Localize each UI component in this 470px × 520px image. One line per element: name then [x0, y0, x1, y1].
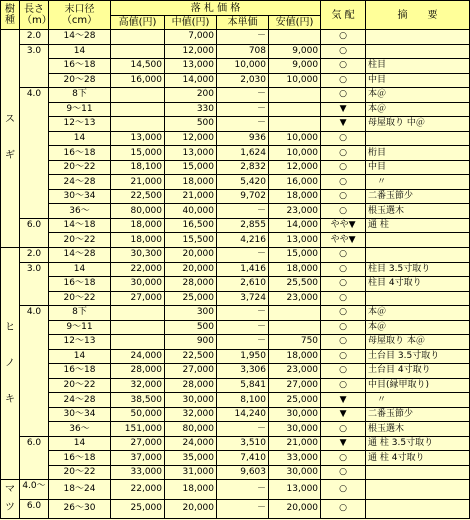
length-cell: 4.0～: [20, 480, 49, 499]
low-price-cell: 9,000: [269, 59, 321, 74]
mood-cell: ○: [321, 131, 366, 146]
remarks-cell: 中目: [366, 160, 470, 175]
diameter-cell: 26～30: [49, 499, 111, 518]
remarks-cell: 柱目 3.5寸取り: [366, 262, 470, 277]
unit-price-cell: －: [217, 499, 269, 518]
table-body: [1, 30, 470, 519]
diameter-cell: 20～22: [49, 378, 111, 393]
mood-cell: ○: [321, 204, 366, 219]
diameter-cell: 16～18: [49, 364, 111, 379]
table-row: [1, 465, 470, 480]
low-price-cell: 25,000: [269, 393, 321, 408]
low-price-cell: 16,000: [269, 175, 321, 190]
mid-price-cell: 18,000: [165, 480, 217, 499]
mid-price-cell: 12,000: [165, 131, 217, 146]
diameter-cell: 14: [49, 44, 111, 59]
table-row: [1, 349, 470, 364]
remarks-cell: 本＠: [366, 320, 470, 335]
mood-cell: ▼: [321, 407, 366, 422]
high-price-cell: 50,000: [111, 407, 165, 422]
remarks-cell: 柱目 4寸取り: [366, 277, 470, 292]
remarks-cell: [366, 499, 470, 518]
mood-cell: やや▼: [321, 218, 366, 233]
remarks-cell: 土台目 3.5寸取り: [366, 349, 470, 364]
table-row: [1, 451, 470, 466]
high-price-cell: 18,000: [111, 233, 165, 248]
table-row: [1, 218, 470, 233]
remarks-cell: 本＠: [366, 88, 470, 103]
mid-price-cell: 21,000: [165, 189, 217, 204]
high-price-cell: 27,000: [111, 291, 165, 306]
unit-price-cell: －: [217, 306, 269, 321]
diameter-cell: 14: [49, 262, 111, 277]
remarks-cell: [366, 131, 470, 146]
low-price-cell: [269, 117, 321, 132]
mid-price-cell: 14,000: [165, 73, 217, 88]
mood-cell: ○: [321, 30, 366, 45]
table-row: [1, 335, 470, 350]
mood-cell: ○: [321, 189, 366, 204]
low-price-cell: [269, 306, 321, 321]
remarks-cell: 通 柱 4寸取り: [366, 451, 470, 466]
remarks-cell: 〃: [366, 175, 470, 190]
header-mid: 中値(円): [165, 16, 217, 30]
diameter-cell: 14: [49, 349, 111, 364]
mood-cell: ○: [321, 262, 366, 277]
diameter-cell: 8下: [49, 88, 111, 103]
species-name: ス ギ: [5, 114, 15, 162]
high-price-cell: [111, 117, 165, 132]
low-price-cell: 18,000: [269, 262, 321, 277]
low-price-cell: 10,000: [269, 146, 321, 161]
mood-cell: ○: [321, 44, 366, 59]
high-price-cell: 37,000: [111, 451, 165, 466]
low-price-cell: 33,000: [269, 451, 321, 466]
length-cell: 6.0: [20, 499, 49, 518]
low-price-cell: 18,000: [269, 349, 321, 364]
diameter-cell: 20～28: [49, 73, 111, 88]
high-price-cell: 15,000: [111, 146, 165, 161]
diameter-cell: 16～18: [49, 59, 111, 74]
unit-price-cell: 708: [217, 44, 269, 59]
mid-price-cell: 12,000: [165, 44, 217, 59]
remarks-cell: 二番玉節少: [366, 189, 470, 204]
table-row: [1, 378, 470, 393]
diameter-cell: 14: [49, 131, 111, 146]
mid-price-cell: 20,000: [165, 499, 217, 518]
table-row: [1, 262, 470, 277]
low-price-cell: 13,000: [269, 480, 321, 499]
mid-price-cell: 18,000: [165, 175, 217, 190]
high-price-cell: 18,100: [111, 160, 165, 175]
mood-cell: ○: [321, 320, 366, 335]
mood-cell: ○: [321, 451, 366, 466]
unit-price-cell: 9,702: [217, 189, 269, 204]
diameter-cell: 12～13: [49, 117, 111, 132]
diameter-cell: 14～28: [49, 247, 111, 262]
table-row: [1, 480, 470, 499]
length-cell: 4.0: [20, 306, 49, 437]
low-price-cell: 18,000: [269, 189, 321, 204]
high-price-cell: 28,000: [111, 364, 165, 379]
mid-price-cell: 31,000: [165, 465, 217, 480]
table-row: [1, 233, 470, 248]
mid-price-cell: 7,000: [165, 30, 217, 45]
low-price-cell: 23,000: [269, 364, 321, 379]
diameter-cell: 12～13: [49, 335, 111, 350]
unit-price-cell: －: [217, 102, 269, 117]
length-cell: 6.0: [20, 218, 49, 247]
low-price-cell: 10,000: [269, 73, 321, 88]
diameter-cell: 8下: [49, 306, 111, 321]
unit-price-cell: －: [217, 204, 269, 219]
low-price-cell: 15,000: [269, 247, 321, 262]
length-cell: 2.0: [20, 247, 49, 262]
mid-price-cell: 20,000: [165, 262, 217, 277]
header-diameter: 末口径 （cm）: [49, 1, 111, 30]
high-price-cell: 151,000: [111, 422, 165, 437]
low-price-cell: 12,000: [269, 160, 321, 175]
remarks-cell: 本＠: [366, 306, 470, 321]
table-row: [1, 59, 470, 74]
high-price-cell: 21,000: [111, 175, 165, 190]
table-header: [1, 1, 470, 30]
mid-price-cell: 330: [165, 102, 217, 117]
unit-price-cell: －: [217, 422, 269, 437]
unit-price-cell: 2,832: [217, 160, 269, 175]
diameter-cell: 24～28: [49, 393, 111, 408]
mid-price-cell: 24,000: [165, 436, 217, 451]
remarks-cell: 根玉選木: [366, 204, 470, 219]
header-mood: 気 配: [321, 1, 366, 30]
diameter-cell: 9～11: [49, 102, 111, 117]
mood-cell: ▼: [321, 393, 366, 408]
mid-price-cell: 35,000: [165, 451, 217, 466]
table-row: [1, 393, 470, 408]
mid-price-cell: 80,000: [165, 422, 217, 437]
remarks-cell: 本＠: [366, 102, 470, 117]
diameter-cell: 30～34: [49, 189, 111, 204]
high-price-cell: 80,000: [111, 204, 165, 219]
high-price-cell: 32,000: [111, 378, 165, 393]
mood-cell: ○: [321, 247, 366, 262]
mood-cell: ○: [321, 465, 366, 480]
remarks-cell: 根玉選木: [366, 422, 470, 437]
remarks-cell: 桁目: [366, 146, 470, 161]
header-price-group: 落 札 価 格: [111, 1, 321, 16]
table-row: [1, 73, 470, 88]
remarks-cell: [366, 44, 470, 59]
unit-price-cell: 9,603: [217, 465, 269, 480]
diameter-cell: 14: [49, 436, 111, 451]
unit-price-cell: 3,510: [217, 436, 269, 451]
high-price-cell: 22,000: [111, 262, 165, 277]
low-price-cell: 13,000: [269, 233, 321, 248]
mood-cell: ▼: [321, 102, 366, 117]
mid-price-cell: 900: [165, 335, 217, 350]
table-row: [1, 422, 470, 437]
mid-price-cell: 28,000: [165, 277, 217, 292]
unit-price-cell: 5,420: [217, 175, 269, 190]
high-price-cell: 27,000: [111, 436, 165, 451]
low-price-cell: 21,000: [269, 436, 321, 451]
high-price-cell: [111, 102, 165, 117]
diameter-cell: 30～34: [49, 407, 111, 422]
high-price-cell: 24,000: [111, 349, 165, 364]
table-row: [1, 88, 470, 103]
mood-cell: ○: [321, 73, 366, 88]
diameter-cell: 36～: [49, 204, 111, 219]
table-row: [1, 131, 470, 146]
high-price-cell: 13,000: [111, 131, 165, 146]
remarks-cell: 柱目: [366, 59, 470, 74]
unit-price-cell: 2,030: [217, 73, 269, 88]
mid-price-cell: 13,000: [165, 146, 217, 161]
low-price-cell: [269, 102, 321, 117]
species-name: ヒ ノ キ: [5, 321, 15, 405]
length-cell: 3.0: [20, 262, 49, 306]
diameter-cell: 20～22: [49, 465, 111, 480]
table-row: [1, 407, 470, 422]
mood-cell: やや▼: [321, 233, 366, 248]
low-price-cell: 750: [269, 335, 321, 350]
unit-price-cell: 3,724: [217, 291, 269, 306]
unit-price-cell: 1,624: [217, 146, 269, 161]
species-cell: [1, 480, 20, 519]
high-price-cell: 18,000: [111, 218, 165, 233]
mood-cell: ▼: [321, 436, 366, 451]
mid-price-cell: 15,000: [165, 160, 217, 175]
high-price-cell: 22,000: [111, 480, 165, 499]
unit-price-cell: 7,410: [217, 451, 269, 466]
remarks-cell: 母屋取り 本＠: [366, 335, 470, 350]
table-row: [1, 436, 470, 451]
header-main: 本単価: [217, 16, 269, 30]
high-price-cell: [111, 320, 165, 335]
high-price-cell: [111, 30, 165, 45]
remarks-cell: 二番玉節少: [366, 407, 470, 422]
table-row: [1, 247, 470, 262]
high-price-cell: 25,000: [111, 499, 165, 518]
unit-price-cell: －: [217, 88, 269, 103]
remarks-cell: [366, 233, 470, 248]
high-price-cell: 16,000: [111, 73, 165, 88]
mid-price-cell: 500: [165, 117, 217, 132]
mid-price-cell: 20,000: [165, 247, 217, 262]
unit-price-cell: 10,000: [217, 59, 269, 74]
remarks-cell: 中目: [366, 73, 470, 88]
length-cell: 2.0: [20, 30, 49, 45]
length-cell: 3.0: [20, 44, 49, 88]
low-price-cell: 14,000: [269, 218, 321, 233]
table-row: [1, 291, 470, 306]
low-price-cell: 25,500: [269, 277, 321, 292]
high-price-cell: 30,300: [111, 247, 165, 262]
remarks-cell: 通 柱 3.5寸取り: [366, 436, 470, 451]
unit-price-cell: －: [217, 247, 269, 262]
high-price-cell: [111, 44, 165, 59]
mood-cell: ○: [321, 499, 366, 518]
remarks-cell: [366, 291, 470, 306]
low-price-cell: [269, 88, 321, 103]
table-row: [1, 160, 470, 175]
table-row: [1, 175, 470, 190]
mid-price-cell: 30,000: [165, 393, 217, 408]
table-row: [1, 102, 470, 117]
unit-price-cell: 5,841: [217, 378, 269, 393]
unit-price-cell: －: [217, 335, 269, 350]
low-price-cell: 27,000: [269, 378, 321, 393]
table-row: [1, 499, 470, 518]
high-price-cell: 14,500: [111, 59, 165, 74]
mid-price-cell: 22,500: [165, 349, 217, 364]
mood-cell: ○: [321, 349, 366, 364]
mood-cell: ▼: [321, 117, 366, 132]
diameter-cell: 18～24: [49, 480, 111, 499]
unit-price-cell: －: [217, 30, 269, 45]
mood-cell: ○: [321, 364, 366, 379]
mid-price-cell: 300: [165, 306, 217, 321]
table-row: [1, 364, 470, 379]
diameter-cell: 9～11: [49, 320, 111, 335]
diameter-cell: 14～28: [49, 30, 111, 45]
low-price-cell: 23,000: [269, 291, 321, 306]
low-price-cell: 30,000: [269, 422, 321, 437]
low-price-cell: 30,000: [269, 465, 321, 480]
mood-cell: ○: [321, 480, 366, 499]
header-length: 長さ （m）: [20, 1, 49, 30]
mid-price-cell: 500: [165, 320, 217, 335]
header-species: 樹 種: [1, 1, 20, 30]
diameter-cell: 20～22: [49, 233, 111, 248]
remarks-cell: [366, 480, 470, 499]
unit-price-cell: －: [217, 320, 269, 335]
species-name: マ ツ: [5, 484, 15, 514]
low-price-cell: 10,000: [269, 131, 321, 146]
remarks-cell: [366, 30, 470, 45]
table-row: [1, 30, 470, 45]
table-row: [1, 306, 470, 321]
low-price-cell: [269, 30, 321, 45]
mood-cell: ○: [321, 422, 366, 437]
table-row: [1, 117, 470, 132]
mood-cell: ○: [321, 160, 366, 175]
unit-price-cell: 2,610: [217, 277, 269, 292]
table-row: [1, 277, 470, 292]
unit-price-cell: 1,416: [217, 262, 269, 277]
mood-cell: ○: [321, 175, 366, 190]
header-remarks: 摘 要: [366, 1, 470, 30]
mood-cell: ○: [321, 378, 366, 393]
mood-cell: ○: [321, 59, 366, 74]
table-row: [1, 44, 470, 59]
remarks-cell: 母屋取り 中＠: [366, 117, 470, 132]
diameter-cell: 24～28: [49, 175, 111, 190]
species-cell: [1, 30, 20, 248]
mid-price-cell: 28,000: [165, 378, 217, 393]
high-price-cell: [111, 88, 165, 103]
mid-price-cell: 40,000: [165, 204, 217, 219]
unit-price-cell: 1,950: [217, 349, 269, 364]
table-row: [1, 146, 470, 161]
table-row: [1, 320, 470, 335]
diameter-cell: 20～22: [49, 291, 111, 306]
mood-cell: ○: [321, 146, 366, 161]
high-price-cell: [111, 335, 165, 350]
unit-price-cell: －: [217, 117, 269, 132]
mid-price-cell: 200: [165, 88, 217, 103]
mood-cell: ○: [321, 291, 366, 306]
high-price-cell: 38,500: [111, 393, 165, 408]
remarks-cell: 〃: [366, 393, 470, 408]
mood-cell: ○: [321, 88, 366, 103]
low-price-cell: 9,000: [269, 44, 321, 59]
length-cell: 4.0: [20, 88, 49, 219]
remarks-cell: [366, 247, 470, 262]
mid-price-cell: 16,500: [165, 218, 217, 233]
diameter-cell: 20～22: [49, 160, 111, 175]
unit-price-cell: －: [217, 480, 269, 499]
diameter-cell: 36～: [49, 422, 111, 437]
remarks-cell: 土台目 4寸取り: [366, 364, 470, 379]
mid-price-cell: 32,000: [165, 407, 217, 422]
low-price-cell: 30,000: [269, 407, 321, 422]
unit-price-cell: 4,216: [217, 233, 269, 248]
high-price-cell: [111, 306, 165, 321]
species-cell: [1, 247, 20, 480]
mid-price-cell: 25,000: [165, 291, 217, 306]
mood-cell: ○: [321, 335, 366, 350]
diameter-cell: 16～18: [49, 277, 111, 292]
table-row: [1, 189, 470, 204]
mid-price-cell: 27,000: [165, 364, 217, 379]
high-price-cell: 33,000: [111, 465, 165, 480]
high-price-cell: 22,500: [111, 189, 165, 204]
table-row: [1, 204, 470, 219]
header-high: 高値(円): [111, 16, 165, 30]
unit-price-cell: 8,100: [217, 393, 269, 408]
unit-price-cell: 2,855: [217, 218, 269, 233]
mid-price-cell: 13,000: [165, 59, 217, 74]
mood-cell: ○: [321, 277, 366, 292]
diameter-cell: 16～18: [49, 451, 111, 466]
low-price-cell: [269, 320, 321, 335]
low-price-cell: 23,000: [269, 204, 321, 219]
low-price-cell: 20,000: [269, 499, 321, 518]
unit-price-cell: 936: [217, 131, 269, 146]
diameter-cell: 14～18: [49, 218, 111, 233]
diameter-cell: 16～18: [49, 146, 111, 161]
remarks-cell: 通 柱: [366, 218, 470, 233]
mood-cell: ○: [321, 306, 366, 321]
remarks-cell: 中目(縁甲取り): [366, 378, 470, 393]
unit-price-cell: 14,240: [217, 407, 269, 422]
high-price-cell: 30,000: [111, 277, 165, 292]
header-low: 安値(円): [269, 16, 321, 30]
unit-price-cell: 3,306: [217, 364, 269, 379]
remarks-cell: [366, 465, 470, 480]
length-cell: 6.0: [20, 436, 49, 480]
mid-price-cell: 15,500: [165, 233, 217, 248]
